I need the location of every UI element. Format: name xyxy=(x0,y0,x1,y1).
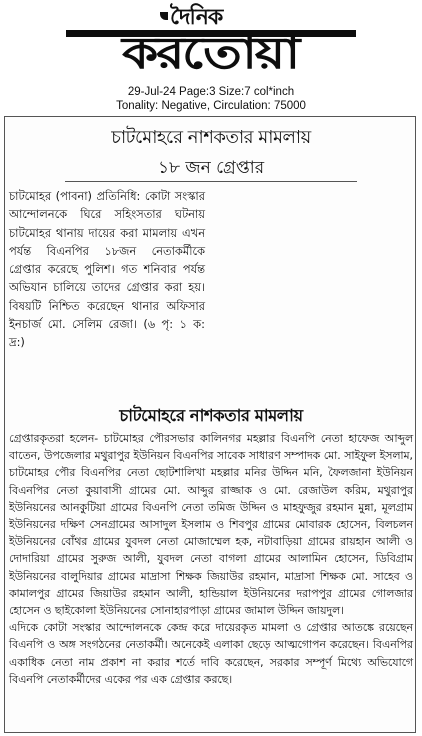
lead-paragraph: চাটমোহর (পাবনা) প্রতিনিধি: কোটা সংস্কার আন্দোলনকে ঘিরে সহিংসতার ঘটনায় চাটমোহর থানায় দায়ের করা মামলায় এখন পর্যন্ত বিএনপির ১৮জন নেতাকর্মীকে গ্রেপ্তার করেছে পুলিশ। গত শনিবার পর্যন্ত অভিযান চালিয়ে তাদের গ্রেপ্তার করা হয়। বিষয়টি নিশ্চিত করেছেন থানার অফিসার ইনচার্জ মো. সেলিম রেজা। (৬ পৃ: ১ ক: দ্র:) xyxy=(9,189,205,350)
masthead-ornament xyxy=(160,12,168,20)
clipping-meta-date: 29-Jul-24 Page:3 Size:7 col*inch xyxy=(127,86,295,98)
masthead-small-text: দৈনিক xyxy=(170,5,223,30)
headline-sub: ১৮ জন গ্রেপ্তার xyxy=(157,158,265,178)
masthead xyxy=(0,0,422,84)
headline-primary: চাটমোহরে নাশকতার মামলায় xyxy=(111,127,311,148)
body-paragraph-2: এদিকে কোটা সংস্কার আন্দোলনকে কেন্দ্র করে দায়েরকৃত মামলা ও গ্রেপ্তার আতঙ্কে রয়েছেন বিএনপি ও অঙ্গ সংগঠনের নেতাকর্মী। অনেকেই এলাকা ছেড়ে আত্মগোপন করেছেন। বিএনপির একাধিক নেতা নাম প্রকাশ না করার শর্তে দাবি করেছেন, সরকার সম্পূর্ণ মিথ্যে অভিযোগে বিএনপি নেতাকর্মীদের একের পর এক গ্রেপ্তার করছে। xyxy=(9,621,413,686)
headline-continuation: চাটমোহরে নাশকতার মামলায় xyxy=(119,406,303,425)
headline-rule xyxy=(65,181,357,182)
news-clipping xyxy=(4,116,416,733)
lead-column xyxy=(9,187,205,352)
continuation-body xyxy=(9,430,413,688)
masthead-small-title xyxy=(160,6,280,30)
masthead-title: করতোয়া xyxy=(122,28,298,79)
clipping-meta-tonality: Tonality: Negative, Circulation: 75000 xyxy=(116,100,306,112)
body-paragraph-1: গ্রেপ্তারকৃতরা হলেন- চাটমোহর পৌরসভার কালিনগর মহল্লার বিএনপি নেতা হাফেজ আব্দুল বাতেন, উপজেলার মথুরাপুর ইউনিয়ন বিএনপির সাবেক সাধারণ সম্পাদক মো. সাইফুল ইসলাম, চাটমোহর পৌর বিএনপির নেতা ছোটশালিখা মহল্লার মনির উদ্দিন মনি, ফৈলজানা ইউনিয়ন বিএনপির নেতা কুয়াবাসী গ্রামের মো. আব্দুর রাজ্জাক ও মো. রেজাউল করিম, মথুরাপুর ইউনিয়নের আনকুটিয়া গ্রামের বিএনপি নেতা তমিজ উদ্দিন ও মাহফুজুর রহমান মুন্না, মূলগ্রাম ইউনিয়নের দক্ষিণ সেনগ্রামের আসাদুল ইসলাম ও শিবপুর গ্রামের মোবারক হোসেন, বিলচলন ইউনিয়নের বোঁথর গ্রামের যুবদল নেতা মোজাম্মেল হক, নটাবাড়িয়া গ্রামের রায়হান আলী ও দোদারিয়া গ্রামের সুরুজ আলী, যুবদল নেতা বাগলা গ্রামের আলামিন হোসেন, ডিবিগ্রাম ইউনিয়নের বালুদিয়ার গ্রামের মাদ্রাসা শিক্ষক জিয়াউর রহমান, মাদ্রাসা শিক্ষক মো. সাহেব ও কামালপুর গ্রামের জিয়াউর রহমান আলী, হান্ডিয়াল ইউনিয়নের দরাপপুর গ্রামের গোলজার হোসেন ও ছাইকোলা ইউনিয়নের সোনাহারপাড়া গ্রামের জামাল উদ্দিন জায়দুল। xyxy=(9,432,413,618)
